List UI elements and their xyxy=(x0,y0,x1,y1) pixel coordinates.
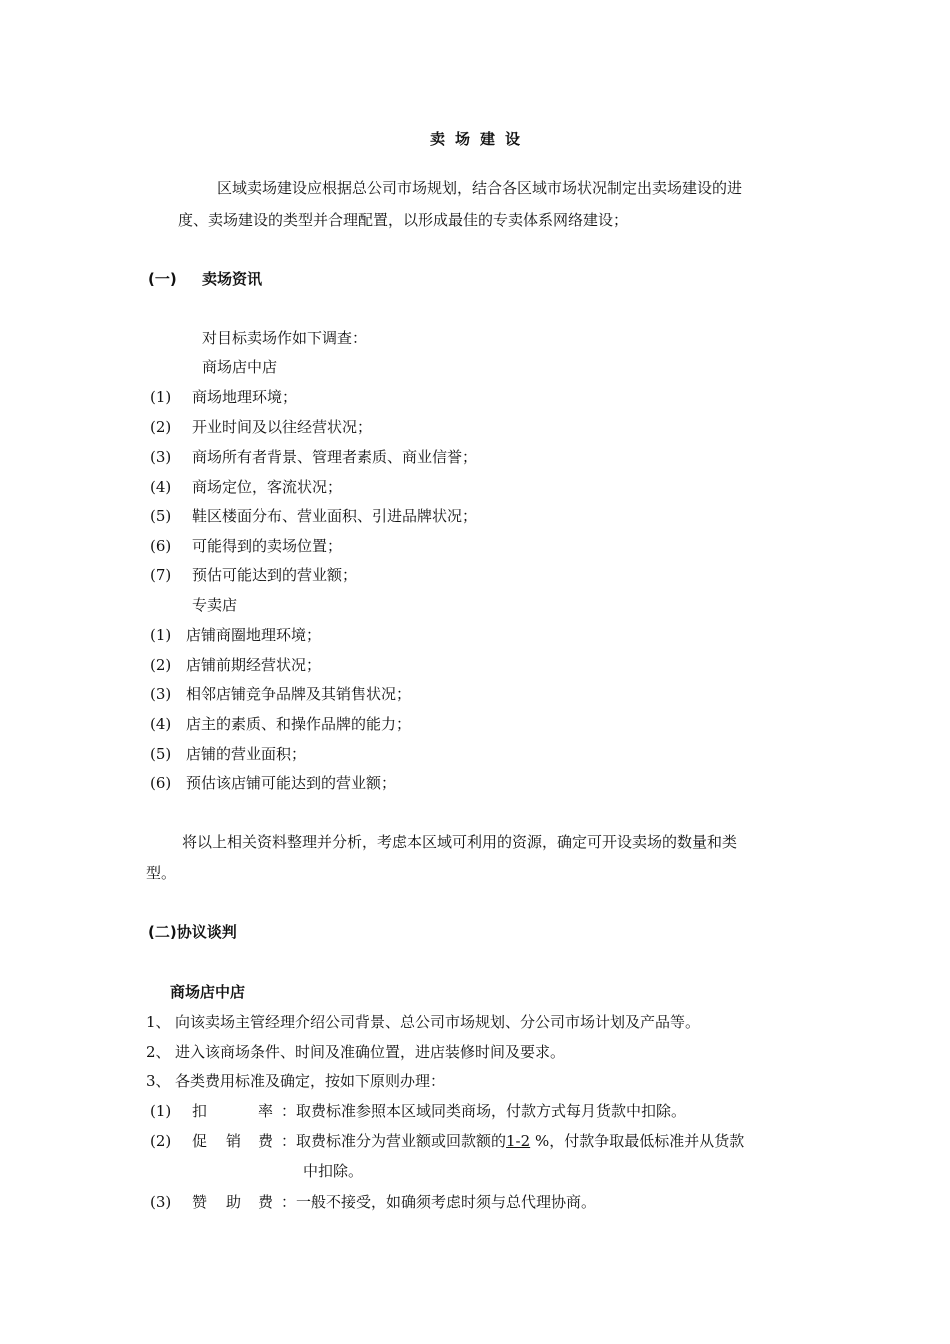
fee-range: 1-2 xyxy=(506,1132,531,1150)
intro-line-2: 度、卖场建设的类型并合理配置，以形成最佳的专卖体系网络建设； xyxy=(178,211,629,229)
section-1-heading: 卖场资讯 xyxy=(202,270,263,288)
fee-text: ：一般不接受，如确须考虑时须与总代理协商。 xyxy=(281,1193,597,1211)
store-subheading: 专卖店 xyxy=(192,596,238,614)
list-item: (4) xyxy=(150,478,172,496)
list-item: (2) xyxy=(150,656,172,674)
fee-number: (1) xyxy=(150,1102,172,1120)
fee-text: ：取费标准参照本区域同类商场，付款方式每月货款中扣除。 xyxy=(281,1102,687,1120)
list-item-text: 开业时间及以往经营状况； xyxy=(192,418,373,436)
list-item: (7) xyxy=(150,566,172,584)
list-item-text: 商场所有者背景、管理者素质、商业信誉； xyxy=(192,448,478,466)
step-number: 2、 xyxy=(146,1043,171,1061)
list-item: (5) xyxy=(150,507,172,525)
fee-number: (2) xyxy=(150,1132,172,1150)
step-number: 3、 xyxy=(146,1072,171,1090)
fee-text-continued: 中扣除。 xyxy=(303,1162,364,1180)
step-text: 各类费用标准及确定，按如下原则办理： xyxy=(175,1072,446,1090)
list-item-text: 鞋区楼面分布、营业面积、引进品牌状况； xyxy=(192,507,478,525)
step-number: 1、 xyxy=(146,1013,171,1031)
document-title: 卖场建设 xyxy=(430,130,531,148)
list-item: (2) xyxy=(150,418,172,436)
section-1-lead: 对目标卖场作如下调查： xyxy=(202,329,368,347)
conclusion-line-2: 型。 xyxy=(146,864,177,882)
list-item-text: 商场定位，客流状况； xyxy=(192,478,343,496)
section-2-subheading: 商场店中店 xyxy=(170,983,246,1001)
list-item-text: 店主的素质、和操作品牌的能力； xyxy=(186,715,412,733)
conclusion-line-1: 将以上相关资料整理并分析，考虑本区域可利用的资源，确定可开设卖场的数量和类 xyxy=(182,833,738,851)
list-item: (6) xyxy=(150,774,172,792)
list-item: (6) xyxy=(150,537,172,555)
step-text: 向该卖场主管经理介绍公司背景、总公司市场规划、分公司市场计划及产品等。 xyxy=(175,1013,701,1031)
section-1-number: (一) xyxy=(148,270,177,288)
list-item: (3) xyxy=(150,685,172,703)
intro-line-1: 区域卖场建设应根据总公司市场规划，结合各区域市场状况制定出卖场建设的进 xyxy=(217,179,743,197)
list-item-text: 可能得到的卖场位置； xyxy=(192,537,343,555)
document-page: 卖场建设 区域卖场建设应根据总公司市场规划，结合各区域市场状况制定出卖场建设的进 度、卖场建设的类型并合理配置，以形成最佳的专卖体系网络建设； (一) 卖场资讯 对目标卖场作如下调查： 商场店中店 (1) 商场地理环境； (2) 开业时间及以往经营状况； (3) 商场所有者背景、管理者素质、商业信誉； (4) 商场定位，客流状况； (5) 鞋区楼面分布、营业面积、引进品牌状况； (6) 可能得到的卖场位置； (7) 预估可能达到的营业额； 专卖店 (1) 店铺商圈地理环境； (2) 店铺前期经营状况； (3) 相邻店铺竞争品牌及其销售状况； (4) 店主的素质、和操作品牌的能力； (5) 店铺的营业面积； (6) 预估该店铺可能达到的营业额； 将以上相关资料整理并分析，考虑本区域可利用的资源，确定可开设卖场的数量和类 型。 (二)协议谈判 商场店中店 1、 向该卖场主管经理介绍公司背景、总公司市场规划、分公司市场计划及产品等。 2、 进入该商场条件、时间及准确位置，进店装修时间及要求。 3、 各类费用标准及确定，按如下原则办理： (1) 扣 率 ：取费标准参照本区域同类商场，付款方式每月货款中扣除。 (2) 促 销 费 ：取费标准分为营业额或回款额的1-2 %，付款争取最低标准并从货款 中扣除。 (3) 赞 助 费 ：一般不接受，如确须考虑时须与总代理协商。 xyxy=(146,130,745,1211)
list-item: (3) xyxy=(150,448,172,466)
list-item-text: 店铺的营业面积； xyxy=(186,745,307,763)
list-item-text: 店铺商圈地理环境； xyxy=(186,626,322,644)
list-item: (1) xyxy=(150,388,172,406)
list-item-text: 商场地理环境； xyxy=(192,388,298,406)
list-item-text: 店铺前期经营状况； xyxy=(186,656,322,674)
list-item: (4) xyxy=(150,715,172,733)
list-item-text: 相邻店铺竞争品牌及其销售状况； xyxy=(186,685,412,703)
list-item: (5) xyxy=(150,745,172,763)
fee-text: ：取费标准分为营业额或回款额的1-2 %，付款争取最低标准并从货款 xyxy=(281,1132,745,1150)
step-text: 进入该商场条件、时间及准确位置，进店装修时间及要求。 xyxy=(175,1043,566,1061)
mall-subheading: 商场店中店 xyxy=(202,358,278,376)
fee-number: (3) xyxy=(150,1193,172,1211)
list-item: (1) xyxy=(150,626,172,644)
list-item-text: 预估可能达到的营业额； xyxy=(192,566,358,584)
section-2-heading: (二)协议谈判 xyxy=(148,923,237,941)
list-item-text: 预估该店铺可能达到的营业额； xyxy=(186,774,397,792)
